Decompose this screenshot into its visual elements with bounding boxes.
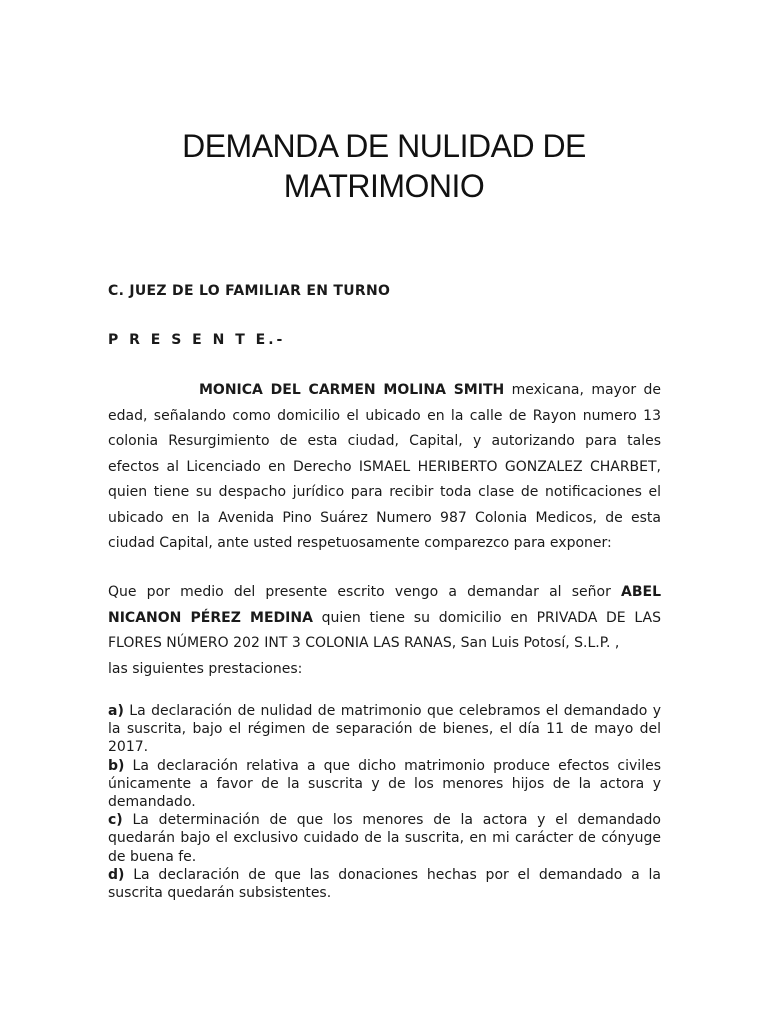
addressee-heading: C. JUEZ DE LO FAMILIAR EN TURNO — [108, 283, 391, 299]
title-line-2: MATRIMONIO — [283, 168, 485, 204]
prestacion-text: La declaración de nulidad de matrimonio que celebramos el demandado y la suscrita, bajo el régimen de separación de bienes, el día 11 de mayo del 2017. — [108, 703, 661, 756]
prestacion-letter: a) — [108, 703, 124, 719]
presente-heading: P R E S E N T E.- — [108, 332, 286, 348]
prestacion-item — [108, 811, 661, 866]
prestacion-text: La declaración relativa a que dicho matrimonio produce efectos civiles únicamente a favor de la suscrita y de los menores hijos de la actora y demandado. — [108, 757, 661, 811]
intro-paragraph — [108, 378, 661, 557]
prestacion-text: La determinación de que los menores de la actora y el demandado quedarán bajo el exclusivo cuidado de la suscrita, en mi carácter de cónyuge de buena fe. — [108, 812, 661, 865]
document-title — [0, 126, 768, 206]
prestacion-item — [108, 757, 661, 812]
intro-text: mexicana, mayor de edad, señalando como domicilio el ubicado en la calle de Rayon numero 13 colonia Resurgimiento de esta ciudad, Capital, y autorizando para tales efectos al Licenciado en Derecho ISMAEL HERIBERTO GONZALEZ CHARBET, quien tiene su despacho jurídico para recibir toda clase de notificaciones el ubicado en la Avenida Pino Suárez Numero 987 Colonia Medicos, de esta ciudad Capital, ante usted respetuosamente comparezco para exponer: — [108, 382, 661, 551]
prestaciones-list — [108, 702, 661, 902]
title-line-1: DEMANDA DE NULIDAD DE — [182, 128, 586, 164]
prestacion-letter: c) — [108, 812, 123, 829]
prestacion-text: La declaración de que las donaciones hechas por el demandado a la suscrita quedarán subsistentes. — [108, 866, 661, 902]
prestacion-letter: b) — [108, 757, 125, 774]
demand-text-before: Que por medio del presente escrito vengo a demandar al señor — [108, 584, 621, 600]
prestacion-item — [108, 702, 661, 757]
prestacion-item — [108, 866, 661, 902]
demand-text-after: quien tiene su domicilio en PRIVADA DE LAS FLORES NÚMERO 202 INT 3 COLONIA LAS RANAS, San Luis Potosí, S.L.P. , — [108, 609, 661, 651]
defendant-name: ABEL NICANON PÉREZ MEDINA — [108, 584, 661, 626]
prestacion-letter: d) — [108, 866, 125, 883]
plaintiff-name: MONICA DEL CARMEN MOLINA SMITH — [199, 382, 505, 398]
demand-last-line: las siguientes prestaciones: — [108, 660, 303, 677]
demand-paragraph — [108, 580, 661, 682]
